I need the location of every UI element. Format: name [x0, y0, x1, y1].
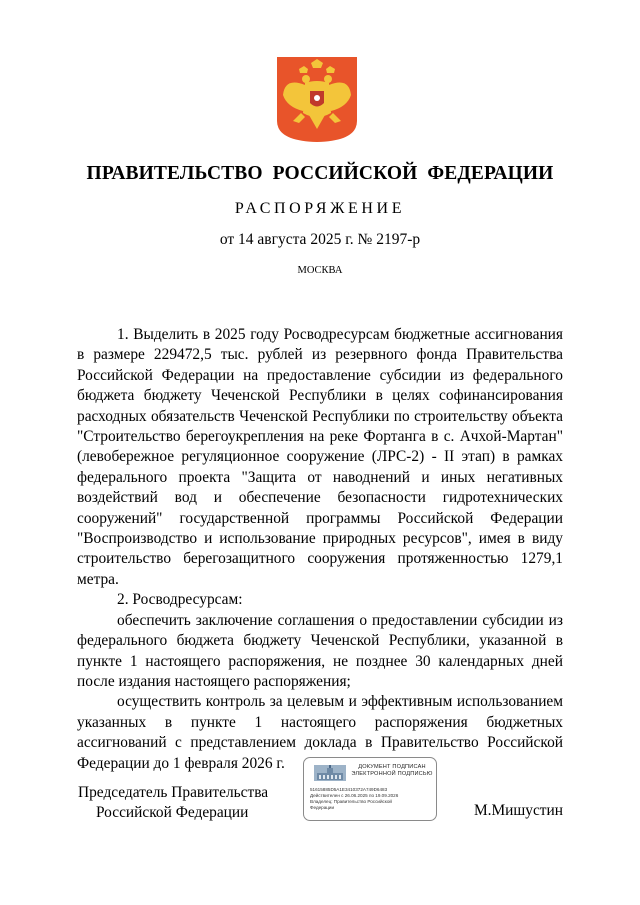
- position-line-2: Российской Федерации: [96, 804, 249, 821]
- stamp-validity: Действителен с 26.06.2025 по 19.09.2026: [310, 793, 399, 798]
- stamp-title-line-1: ДОКУМЕНТ ПОДПИСАН: [358, 764, 426, 770]
- paragraph-2-item-1: обеспечить заключение соглашения о предоставлении субсидии из федерального бюджета бюджету Чеченской Республики, указанной в пункте 1 настоящего распоряжения, не позднее 30 календарных дней после издания настоящего распоряжения;: [77, 611, 563, 690]
- stamp-certificate: 51615885D5A1E3410372A749D6483: [310, 787, 388, 792]
- e-signature-stamp: [303, 757, 437, 821]
- date-and-number: от 14 августа 2025 г. № 2197-р: [219, 231, 421, 248]
- stamp-owner-line-1: Владелец: Правительство Российской: [310, 799, 392, 804]
- paragraph-1: 1. Выделить в 2025 году Росводресурсам бюджетные ассигнования в размере 229472,5 тыс. рублей из резервного фонда Правительства Российской Федерации на предоставление субсидии из федерального бюджета бюджету Чеченской Республики в целях софинансирования расходных обязательств Чеченской Республики по строительству объекта "Строительство берегоукрепления на реке Фортанга в с. Ачхой-Мартан" (левобережное регуляционное сооружение (ЛРС-2) - II этап) в рамках федерального проекта "Защита от наводнений и иных негативных воздействий вод и обеспечение безопасности гидротехнических сооружений" государственной программы Российской Федерации "Воспроизводство и использование природных ресурсов", имея в виду строительство берегозащитного сооружения протяженностью 1279,1 метра.: [77, 326, 563, 588]
- government-building-icon: [313, 764, 347, 782]
- paragraph-2: 2. Росводресурсам:: [117, 591, 243, 609]
- stamp-title-line-2: ЭЛЕКТРОННОЙ ПОДПИСЬЮ: [351, 771, 433, 777]
- stamp-details: [310, 787, 434, 811]
- stamp-owner-line-2: Федерации: [310, 805, 335, 810]
- organization-title: ПРАВИТЕЛЬСТВО РОССИЙСКОЙ ФЕДЕРАЦИИ: [86, 163, 554, 184]
- coat-of-arms-emblem: [275, 55, 359, 143]
- stamp-title: [350, 764, 434, 778]
- document-type: РАСПОРЯЖЕНИЕ: [234, 200, 406, 217]
- paragraph-2-item-2: осуществить контроль за целевым и эффективным использованием указанных в пункте 1 настоящего распоряжения бюджетных ассигнований с представлением доклада в Правительство Российской Федерации до 1 февраля 2026 г.: [77, 693, 563, 772]
- position-line-1: Председатель Правительства: [78, 784, 269, 801]
- city: МОСКВА: [297, 265, 343, 276]
- signatory-position: [78, 783, 268, 823]
- signatory-name: М.Мишустин: [473, 802, 563, 819]
- document-body: [77, 325, 563, 774]
